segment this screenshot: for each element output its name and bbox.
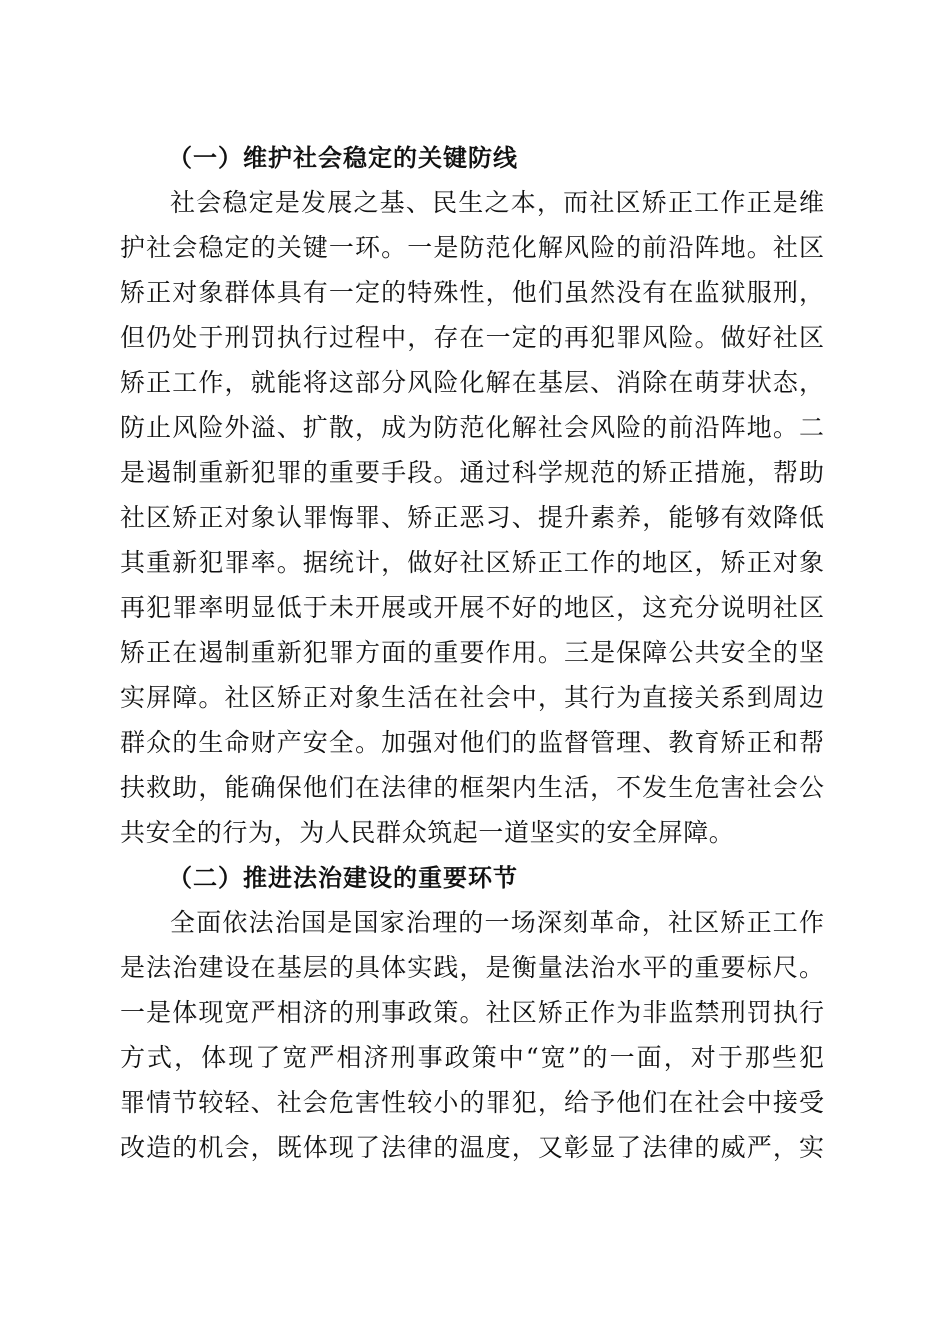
paragraph-line: 社会稳定是发展之基、民生之本，而社区矫正工作正是维 bbox=[170, 188, 824, 217]
section-heading-1: （一）维护社会稳定的关键防线 bbox=[168, 143, 518, 172]
paragraph-line: 但仍处于刑罚执行过程中，存在一定的再犯罪风险。做好社区 bbox=[120, 323, 824, 352]
paragraph-line: 实屏障。社区矫正对象生活在社会中，其行为直接关系到周边 bbox=[120, 683, 824, 712]
document-page bbox=[120, 135, 824, 1170]
paragraph-line: 改造的机会，既体现了法律的温度，又彰显了法律的威严，实 bbox=[120, 1133, 824, 1162]
paragraph-line: 矫正工作，就能将这部分风险化解在基层、消除在萌芽状态， bbox=[120, 368, 824, 397]
paragraph-line: 群众的生命财产安全。加强对他们的监督管理、教育矫正和帮 bbox=[120, 728, 824, 757]
paragraph-line: 共安全的行为，为人民群众筑起一道坚实的安全屏障。 bbox=[120, 818, 735, 847]
paragraph-line: 防止风险外溢、扩散，成为防范化解社会风险的前沿阵地。二 bbox=[120, 413, 824, 442]
paragraph-line: 罪情节较轻、社会危害性较小的罪犯，给予他们在社会中接受 bbox=[120, 1088, 824, 1117]
paragraph-line: 全面依法治国是国家治理的一场深刻革命，社区矫正工作 bbox=[170, 908, 824, 937]
section-paragraph-2 bbox=[120, 900, 824, 1170]
section-paragraph-1 bbox=[120, 180, 824, 855]
paragraph-line: 再犯罪率明显低于未开展或开展不好的地区，这充分说明社区 bbox=[120, 593, 824, 622]
paragraph-line: 一是体现宽严相济的刑事政策。社区矫正作为非监禁刑罚执行 bbox=[120, 998, 824, 1027]
paragraph-line: 矫正在遏制重新犯罪方面的重要作用。三是保障公共安全的坚 bbox=[120, 638, 824, 667]
paragraph-line: 方式，体现了宽严相济刑事政策中“宽”的一面，对于那些犯 bbox=[120, 1043, 824, 1072]
paragraph-line: 其重新犯罪率。据统计，做好社区矫正工作的地区，矫正对象 bbox=[120, 548, 824, 577]
paragraph-line: 是遏制重新犯罪的重要手段。通过科学规范的矫正措施，帮助 bbox=[120, 458, 824, 487]
paragraph-line: 社区矫正对象认罪悔罪、矫正恶习、提升素养，能够有效降低 bbox=[120, 503, 824, 532]
paragraph-line: 扶救助，能确保他们在法律的框架内生活，不发生危害社会公 bbox=[120, 773, 824, 802]
paragraph-line: 矫正对象群体具有一定的特殊性，他们虽然没有在监狱服刑， bbox=[120, 278, 824, 307]
paragraph-line: 是法治建设在基层的具体实践，是衡量法治水平的重要标尺。 bbox=[120, 953, 824, 982]
paragraph-line: 护社会稳定的关键一环。一是防范化解风险的前沿阵地。社区 bbox=[120, 233, 824, 262]
section-heading-2: （二）推进法治建设的重要环节 bbox=[168, 863, 518, 892]
